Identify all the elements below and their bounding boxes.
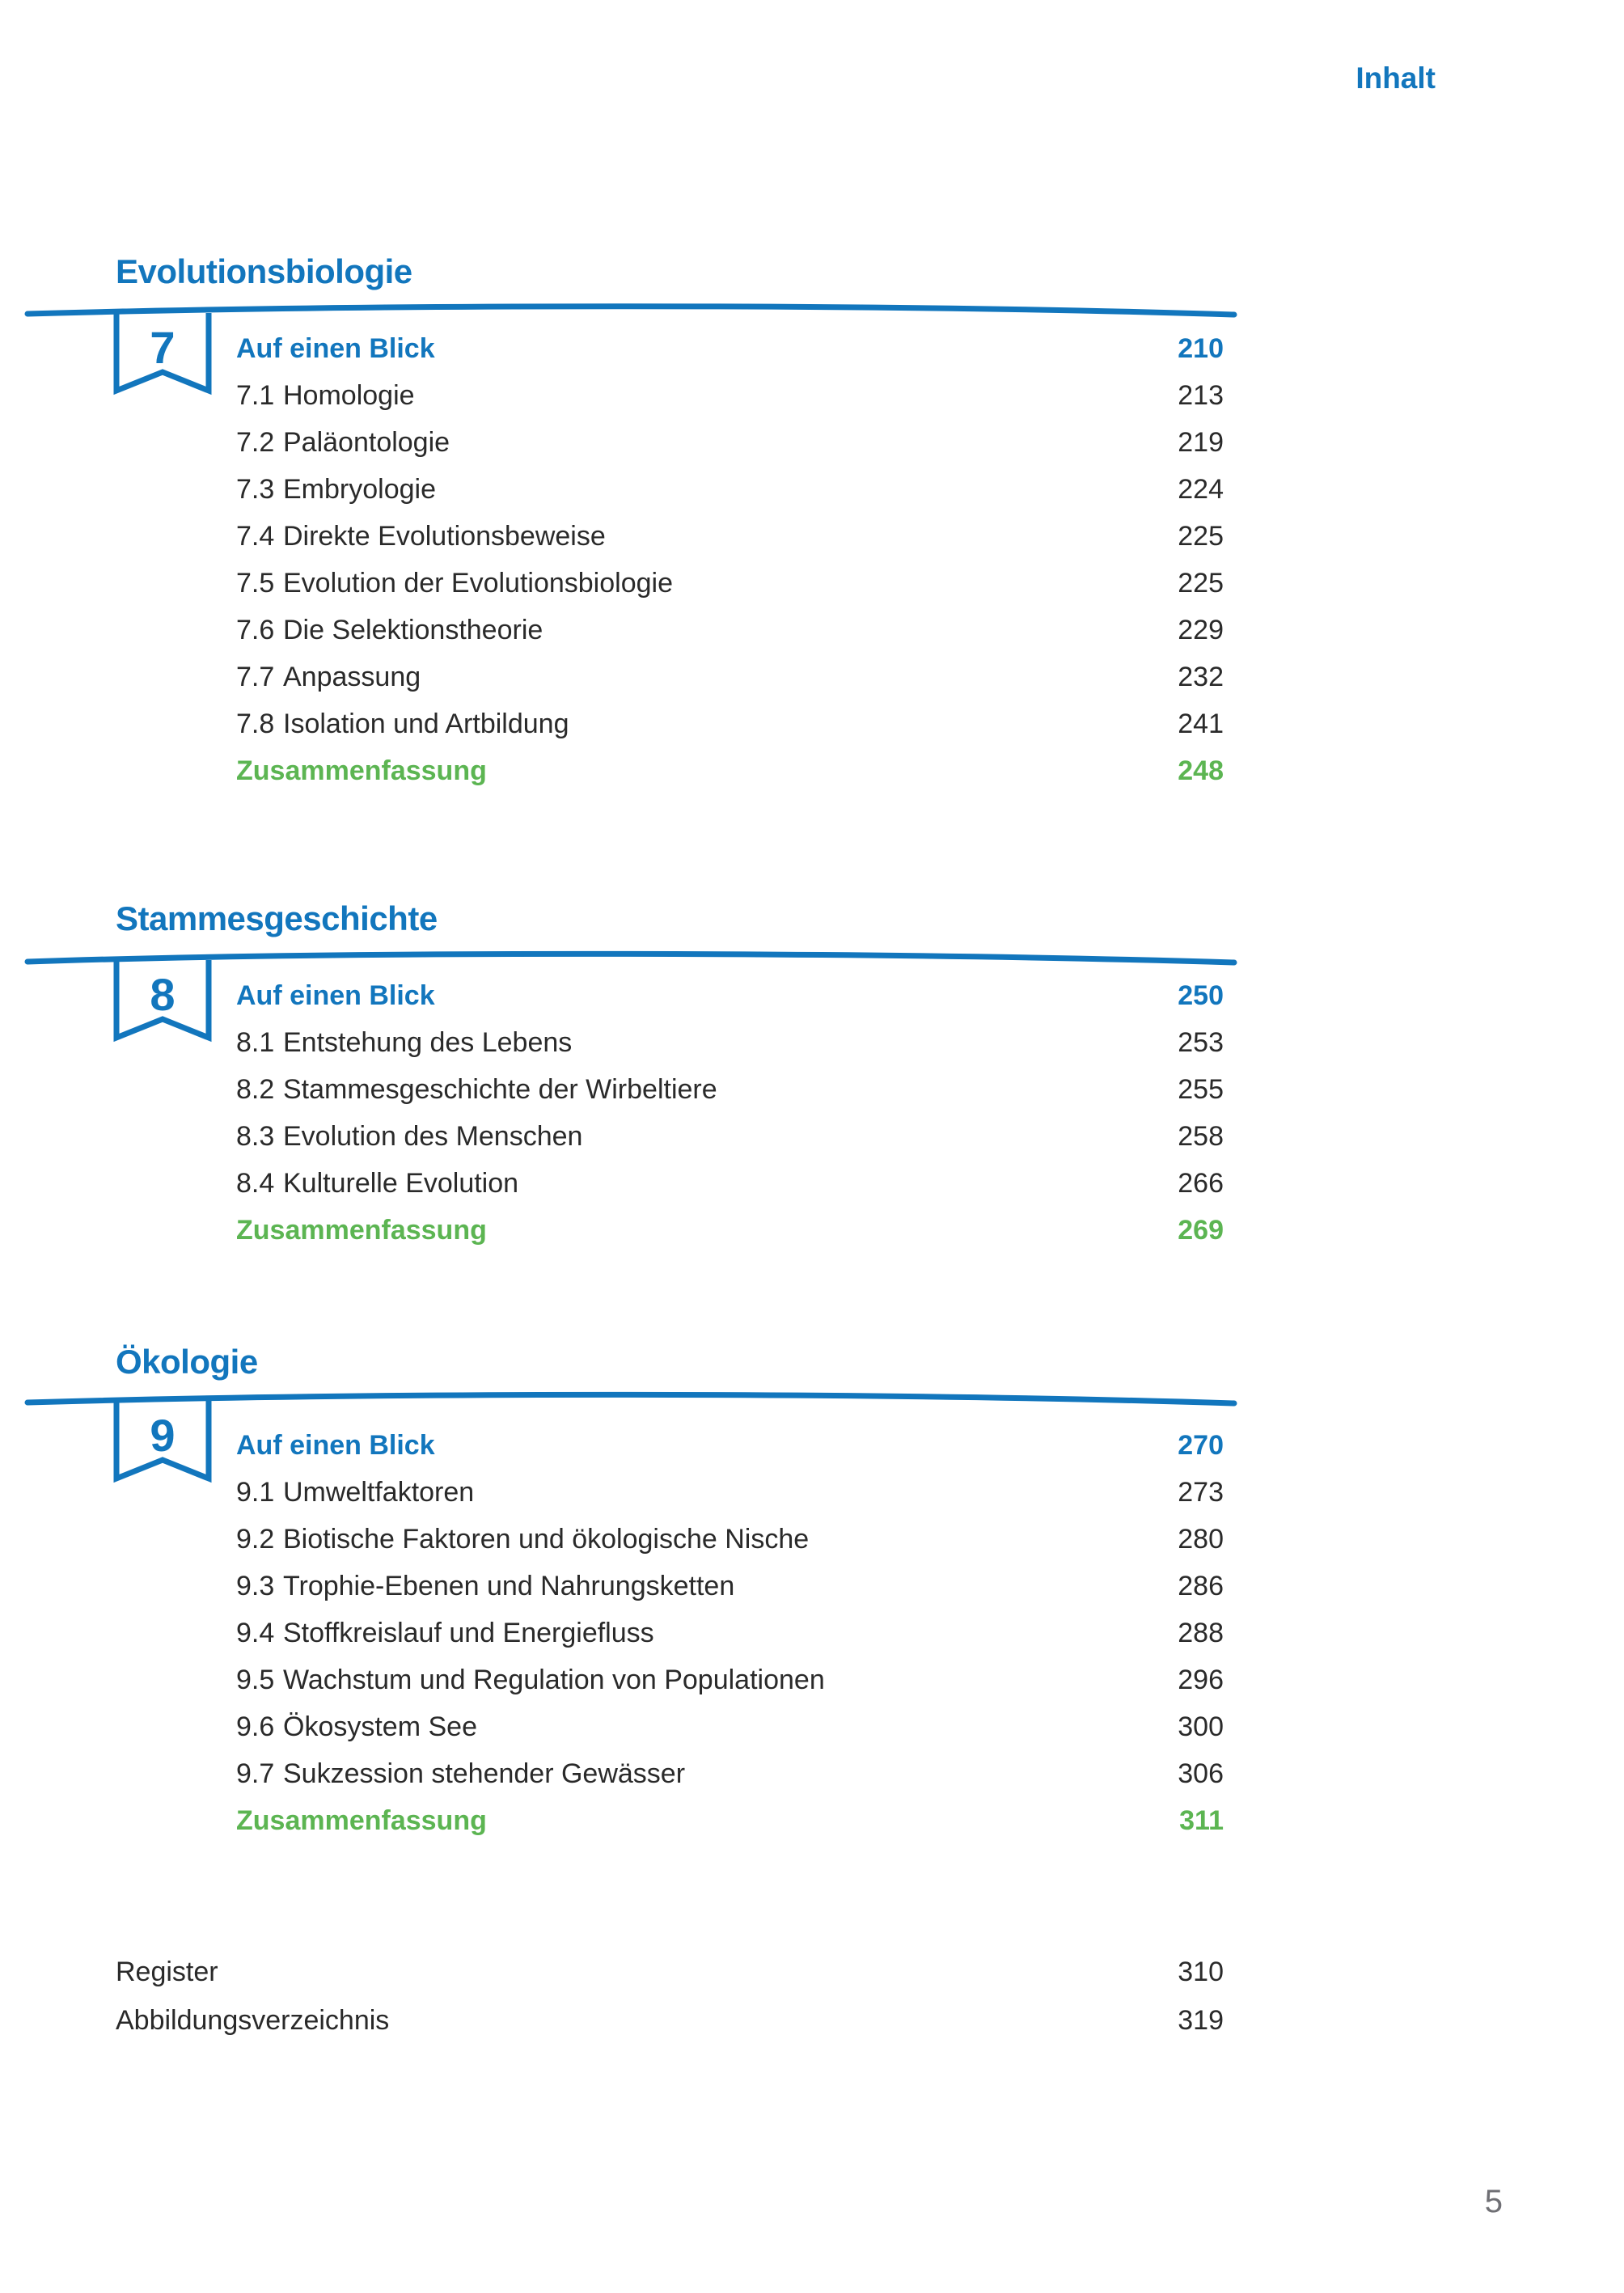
entry-page: 255	[1178, 1074, 1224, 1105]
entry-page: 258	[1178, 1121, 1224, 1152]
entry-page: 296	[1178, 1665, 1224, 1695]
entry-page: 250	[1178, 980, 1224, 1011]
entry-title: Anpassung	[283, 662, 421, 692]
chapter-9-entries	[236, 1422, 1224, 1844]
toc-row[interactable]	[236, 372, 1224, 419]
entry-page: 232	[1178, 662, 1224, 692]
entry-page: 219	[1178, 427, 1224, 458]
toc-row-summary[interactable]	[236, 747, 1224, 794]
toc-row[interactable]	[236, 419, 1224, 466]
entry-number: 7.6	[236, 615, 275, 645]
entry-number: 8.2	[236, 1074, 275, 1105]
entry-number: 9.2	[236, 1524, 275, 1555]
toc-row[interactable]	[236, 700, 1224, 747]
entry-page: 266	[1178, 1168, 1224, 1199]
entry-page: 288	[1178, 1618, 1224, 1648]
entry-number: 9.3	[236, 1571, 275, 1601]
chapter-badge-8	[113, 960, 212, 1046]
entry-page: 253	[1178, 1027, 1224, 1058]
chapter-badge-9	[113, 1401, 212, 1487]
entry-title: Homologie	[283, 380, 415, 411]
toc-row[interactable]	[236, 560, 1224, 607]
entry-number: 9.4	[236, 1618, 275, 1648]
backmatter-entries	[116, 1948, 1224, 2045]
chapter-badge-7	[113, 313, 212, 399]
entry-number: 9.6	[236, 1711, 275, 1742]
toc-row-abbildungsverzeichnis[interactable]	[116, 1996, 1224, 2045]
entry-page: 306	[1178, 1758, 1224, 1789]
toc-row[interactable]	[236, 466, 1224, 513]
entry-title: Biotische Faktoren und ökologische Nische	[283, 1524, 810, 1555]
toc-row[interactable]	[236, 1563, 1224, 1610]
entry-number: 8.4	[236, 1168, 275, 1199]
entry-page: 213	[1178, 380, 1224, 411]
entry-page: 224	[1178, 474, 1224, 505]
entry-title: Entstehung des Lebens	[283, 1027, 573, 1058]
page-header-label: Inhalt	[1355, 61, 1436, 95]
entry-title: Abbildungsverzeichnis	[116, 2005, 390, 2036]
entry-page: 311	[1179, 1805, 1224, 1836]
entry-title: Direkte Evolutionsbeweise	[283, 521, 606, 552]
entry-number: 8.1	[236, 1027, 275, 1058]
entry-page: 248	[1178, 755, 1224, 786]
entry-title: Stammesgeschichte der Wirbeltiere	[283, 1074, 717, 1105]
entry-number: 9.5	[236, 1665, 275, 1695]
toc-row-overview[interactable]	[236, 1422, 1224, 1469]
entry-title: Isolation und Artbildung	[283, 709, 569, 739]
entry-title: Die Selektionstheorie	[283, 615, 543, 645]
entry-title: Zusammenfassung	[236, 1805, 487, 1836]
section-title-evolutionsbiologie: Evolutionsbiologie	[116, 252, 412, 290]
entry-number: 7.1	[236, 380, 275, 411]
entry-page: 273	[1178, 1477, 1224, 1508]
toc-row[interactable]	[236, 1516, 1224, 1563]
toc-row[interactable]	[236, 513, 1224, 560]
toc-row-register[interactable]	[116, 1948, 1224, 1996]
entry-number: 8.3	[236, 1121, 275, 1152]
entry-title: Paläontologie	[283, 427, 450, 458]
entry-page: 241	[1178, 709, 1224, 739]
toc-row-summary[interactable]	[236, 1797, 1224, 1844]
entry-page: 229	[1178, 615, 1224, 645]
entry-number: 7.3	[236, 474, 275, 505]
entry-title: Embryologie	[283, 474, 436, 505]
toc-row-overview[interactable]	[236, 972, 1224, 1019]
entry-title: Evolution des Menschen	[283, 1121, 583, 1152]
entry-title: Auf einen Blick	[236, 980, 435, 1011]
entry-page: 310	[1178, 1957, 1224, 1987]
toc-row[interactable]	[236, 1610, 1224, 1656]
toc-row[interactable]	[236, 607, 1224, 654]
entry-number: 7.8	[236, 709, 275, 739]
toc-row[interactable]	[236, 1066, 1224, 1113]
entry-number: 7.7	[236, 662, 275, 692]
entry-title: Ökosystem See	[283, 1711, 477, 1742]
entry-number: 7.2	[236, 427, 275, 458]
chapter-8-entries	[236, 972, 1224, 1254]
toc-row[interactable]	[236, 1469, 1224, 1516]
entry-title: Zusammenfassung	[236, 1215, 487, 1246]
entry-title: Umweltfaktoren	[283, 1477, 475, 1508]
section-title-stammesgeschichte: Stammesgeschichte	[116, 899, 438, 937]
entry-title: Wachstum und Regulation von Populationen	[283, 1665, 825, 1695]
entry-title: Kulturelle Evolution	[283, 1168, 519, 1199]
entry-page: 269	[1178, 1215, 1224, 1246]
entry-title: Evolution der Evolutionsbiologie	[283, 568, 673, 599]
toc-row-overview[interactable]	[236, 325, 1224, 372]
section-title-oekologie: Ökologie	[116, 1343, 258, 1381]
toc-row[interactable]	[236, 1019, 1224, 1066]
toc-row[interactable]	[236, 1656, 1224, 1703]
toc-row[interactable]	[236, 1113, 1224, 1160]
toc-row[interactable]	[236, 1703, 1224, 1750]
entry-page: 280	[1178, 1524, 1224, 1555]
entry-title: Auf einen Blick	[236, 333, 435, 364]
entry-number: 7.5	[236, 568, 275, 599]
toc-row[interactable]	[236, 1750, 1224, 1797]
entry-title: Stoffkreislauf und Energiefluss	[283, 1618, 654, 1648]
chapter-number: 8	[150, 969, 176, 1020]
entry-title: Sukzession stehender Gewässer	[283, 1758, 686, 1789]
entry-page: 225	[1178, 568, 1224, 599]
entry-title: Register	[116, 1957, 218, 1987]
entry-page: 225	[1178, 521, 1224, 552]
entry-number: 9.1	[236, 1477, 275, 1508]
chapter-7-entries	[236, 325, 1224, 794]
footer-page-number: 5	[1484, 2184, 1503, 2219]
entry-number: 9.7	[236, 1758, 275, 1789]
toc-row[interactable]	[236, 1160, 1224, 1207]
entry-number: 7.4	[236, 521, 275, 552]
entry-title: Trophie-Ebenen und Nahrungsketten	[283, 1571, 735, 1601]
entry-page: 270	[1178, 1430, 1224, 1461]
chapter-number: 9	[150, 1410, 176, 1461]
entry-page: 210	[1178, 333, 1224, 364]
entry-page: 286	[1178, 1571, 1224, 1601]
entry-title: Zusammenfassung	[236, 755, 487, 786]
toc-row[interactable]	[236, 654, 1224, 700]
entry-page: 319	[1178, 2005, 1224, 2036]
entry-title: Auf einen Blick	[236, 1430, 435, 1461]
toc-row-summary[interactable]	[236, 1207, 1224, 1254]
chapter-number: 7	[150, 322, 176, 373]
entry-page: 300	[1178, 1711, 1224, 1742]
